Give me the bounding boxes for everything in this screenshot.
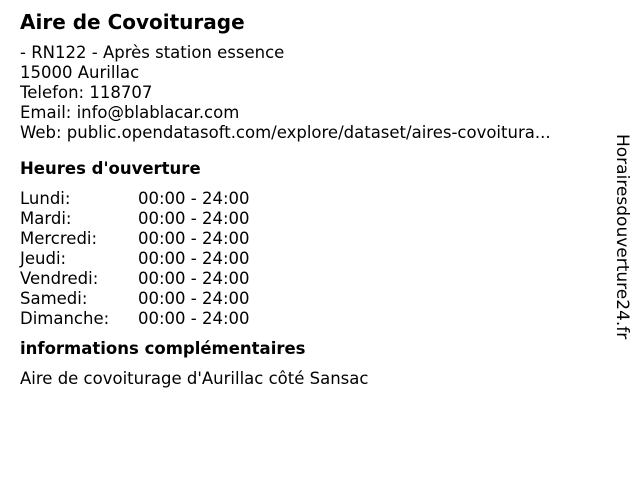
address-block <box>20 43 600 143</box>
street-line: - RN122 - Après station essence <box>20 43 285 62</box>
info-text: Aire de covoiturage d'Aurillac côté Sansac <box>20 369 369 388</box>
day-label: Mercredi: <box>20 229 98 248</box>
day-label: Lundi: <box>20 189 71 208</box>
hours-row <box>20 249 600 269</box>
info-heading: informations complémentaires <box>20 339 306 358</box>
day-label: Dimanche: <box>20 309 110 328</box>
day-label: Jeudi: <box>20 249 67 268</box>
time-range: 00:00 - 24:00 <box>138 209 250 228</box>
time-range: 00:00 - 24:00 <box>138 289 250 308</box>
phone-line: Telefon: 118707 <box>20 83 153 102</box>
hours-row <box>20 189 600 209</box>
day-label: Vendredi: <box>20 269 99 288</box>
hours-row <box>20 229 600 249</box>
hours-row <box>20 269 600 289</box>
time-range: 00:00 - 24:00 <box>138 269 250 288</box>
brand-watermark: Horairesdouverture24.fr <box>612 134 632 340</box>
hours-row <box>20 309 600 329</box>
place-title: Aire de Covoiturage <box>20 10 245 34</box>
email-line: Email: info@blablacar.com <box>20 103 240 122</box>
hours-heading: Heures d'ouverture <box>20 159 201 178</box>
web-line: Web: public.opendatasoft.com/explore/dataset/aires-covoitura... <box>20 123 551 142</box>
time-range: 00:00 - 24:00 <box>138 189 250 208</box>
time-range: 00:00 - 24:00 <box>138 229 250 248</box>
time-range: 00:00 - 24:00 <box>138 249 250 268</box>
place-card <box>20 9 600 389</box>
city-line: 15000 Aurillac <box>20 63 140 82</box>
hours-row <box>20 209 600 229</box>
time-range: 00:00 - 24:00 <box>138 309 250 328</box>
day-label: Samedi: <box>20 289 88 308</box>
hours-table <box>20 189 600 329</box>
hours-row <box>20 289 600 309</box>
day-label: Mardi: <box>20 209 72 228</box>
